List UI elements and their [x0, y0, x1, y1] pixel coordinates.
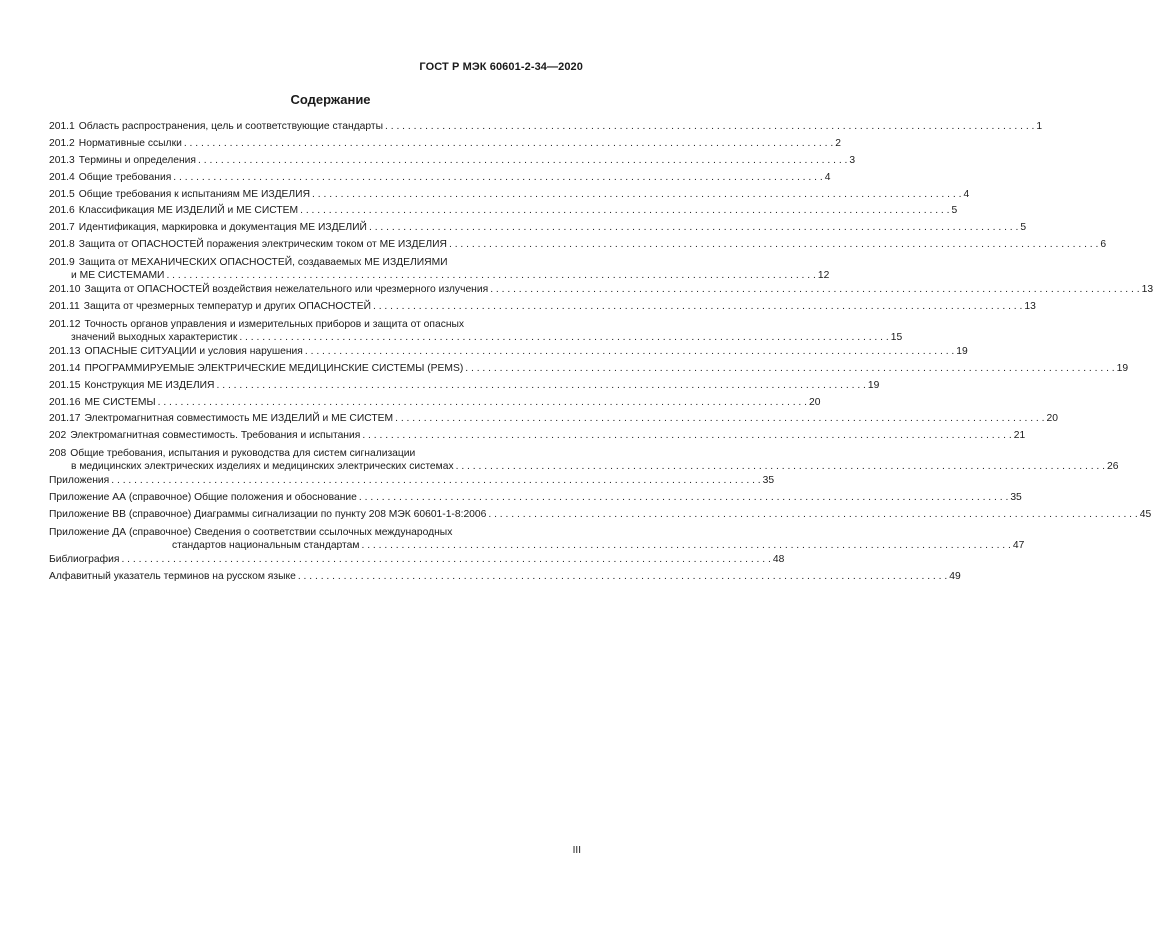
toc-entry-page: 19: [867, 379, 880, 391]
toc-leader-dots: [184, 136, 833, 153]
toc-entry[interactable]: [49, 411, 1058, 428]
toc-entry-number: 201.2: [49, 137, 75, 149]
toc-entry-page: 48: [772, 553, 785, 565]
toc-entry-title: Конструкция МЕ ИЗДЕЛИЯ: [84, 379, 215, 391]
toc-entry-title: Защита от ОПАСНОСТЕЙ поражения электрическим током от МЕ ИЗДЕЛИЯ: [78, 239, 447, 251]
toc-entry-number: 201.6: [49, 205, 75, 217]
toc-entry[interactable]: [49, 119, 1043, 136]
toc-leader-dots: [239, 331, 888, 344]
toc-leader-dots: [305, 344, 954, 361]
toc-leader-dots: [456, 460, 1105, 473]
toc-entry-title: Общие требования, испытания и руководства для систем сигнализации: [70, 448, 416, 460]
toc-entry-page: 35: [1010, 492, 1022, 504]
toc-entry-number: 201.17: [49, 413, 81, 425]
toc-entry-page: 45: [1139, 509, 1152, 521]
toc-entry-title: Точность органов управления и измерительных приборов и защита от опасных: [84, 318, 465, 330]
toc-entry-number: 201.4: [49, 171, 75, 183]
toc-entry-title: Термины и определения: [78, 154, 197, 166]
toc-entry[interactable]: [49, 361, 1129, 378]
toc-entry-page: 6: [1100, 239, 1107, 251]
page-title: Содержание: [290, 92, 371, 107]
toc-entry-title: Приложение ДА (справочное) Сведения о соответствии ссылочных международных: [49, 526, 453, 538]
toc-entry-title: Электромагнитная совместимость. Требования и испытания: [70, 430, 361, 442]
toc-leader-dots: [449, 237, 1098, 254]
toc-entry-title: Область распространения, цель и соответствующие стандарты: [78, 121, 384, 132]
toc-entry-title: ОПАСНЫЕ СИТУАЦИИ и условия нарушения: [84, 345, 303, 357]
toc-leader-dots: [198, 153, 847, 170]
toc-leader-dots: [359, 490, 1008, 507]
toc-leader-dots: [298, 569, 947, 586]
toc-leader-dots: [385, 119, 1034, 136]
toc-entry-title: Приложения: [49, 475, 110, 487]
toc-entry-title: Библиография: [49, 553, 120, 565]
toc-entry-number: 201.14: [49, 362, 81, 374]
document-code: ГОСТ Р МЭК 60601-2-34—2020: [419, 61, 583, 73]
toc-entry-number: 201.1: [49, 121, 75, 132]
toc-leader-dots: [166, 269, 815, 282]
toc-entry-page: 49: [949, 570, 961, 582]
toc-leader-dots: [217, 378, 866, 395]
toc-entry[interactable]: [49, 378, 880, 395]
toc-entry-number: 201.8: [49, 239, 75, 251]
toc-entry-page: 35: [762, 475, 775, 487]
toc-entry-page: 19: [1116, 362, 1129, 374]
toc-entry-page: 4: [963, 188, 970, 200]
toc-entry-page: 21: [1013, 430, 1026, 442]
toc-entry-title: МЕ СИСТЕМЫ: [84, 396, 156, 408]
toc-leader-dots: [490, 282, 1139, 299]
toc-entry-page: 19: [956, 345, 968, 357]
toc-entry-title: Приложение АА (справочное) Общие положения и обоснование: [49, 492, 357, 504]
toc-entry[interactable]: [49, 526, 1025, 552]
toc-entry[interactable]: [49, 256, 830, 282]
toc-leader-dots: [369, 220, 1018, 237]
toc-entry[interactable]: [49, 428, 1026, 445]
toc-entry-page: 20: [809, 396, 821, 408]
toc-entry-number: 201.3: [49, 154, 75, 166]
toc-leader-dots: [395, 411, 1044, 428]
toc-entry-number: 201.12: [49, 318, 81, 330]
toc-entry-title: Нормативные ссылки: [78, 137, 182, 149]
toc-entry-page: 4: [824, 171, 831, 183]
toc-leader-dots: [488, 507, 1137, 524]
toc-entry-title: Защита от ОПАСНОСТЕЙ воздействия нежелательного или чрезмерного излучения: [84, 284, 489, 296]
toc-entry[interactable]: [49, 318, 903, 344]
toc-entry-number: 201.7: [49, 222, 75, 234]
table-of-contents: [49, 119, 1153, 586]
toc-entry[interactable]: [49, 187, 970, 204]
toc-entry[interactable]: [49, 507, 1152, 524]
toc-entry-page: 12: [817, 270, 830, 282]
toc-entry-number: 202: [49, 430, 67, 442]
toc-entry[interactable]: [49, 153, 856, 170]
toc-entry-number: 201.13: [49, 345, 81, 357]
toc-entry-title: ПРОГРАММИРУЕМЫЕ ЭЛЕКТРИЧЕСКИЕ МЕДИЦИНСКИЕ СИСТЕМЫ (PEMS): [84, 362, 464, 374]
toc-entry-title: Классификация МЕ ИЗДЕЛИЙ и МЕ СИСТЕМ: [78, 205, 299, 217]
toc-entry[interactable]: [49, 170, 831, 187]
toc-entry-title: Общие требования к испытаниям МЕ ИЗДЕЛИЯ: [78, 188, 311, 200]
toc-entry-page: 2: [835, 137, 841, 149]
toc-entry-title: Защита от МЕХАНИЧЕСКИХ ОПАСНОСТЕЙ, создаваемых МЕ ИЗДЕЛИЯМИ: [78, 257, 448, 269]
toc-leader-dots: [362, 428, 1011, 445]
toc-entry-title-continued: в медицинских электрических изделиях и медицинских электрических системах: [71, 461, 454, 473]
toc-entry[interactable]: [49, 136, 841, 153]
toc-entry-title-continued: и МЕ СИСТЕМАМИ: [71, 270, 165, 282]
toc-entry-page: 13: [1141, 284, 1153, 296]
toc-entry-number: 201.10: [49, 284, 81, 296]
toc-entry[interactable]: [49, 282, 1153, 299]
toc-entry-title-continued: стандартов национальным стандартам: [172, 539, 360, 551]
toc-leader-dots: [121, 552, 770, 569]
toc-entry-title: Алфавитный указатель терминов на русском языке: [49, 570, 296, 582]
toc-entry-title-continued: значений выходных характеристик: [71, 331, 238, 343]
toc-entry-number: 208: [49, 448, 67, 460]
toc-entry[interactable]: [49, 237, 1107, 254]
toc-entry[interactable]: [49, 395, 821, 412]
toc-entry-title: Защита от чрезмерных температур и других ОПАСНОСТЕЙ: [83, 301, 371, 313]
toc-entry-page: 15: [890, 331, 903, 343]
toc-entry-page: 5: [951, 205, 958, 217]
toc-entry-number: 201.11: [49, 301, 80, 313]
toc-leader-dots: [373, 299, 1022, 316]
page-number: III: [572, 845, 581, 856]
toc-entry-page: 47: [1012, 539, 1025, 551]
toc-entry-number: 201.9: [49, 257, 75, 269]
toc-entry[interactable]: [49, 220, 1027, 237]
toc-entry-number: 201.16: [49, 396, 81, 408]
toc-entry[interactable]: [49, 203, 958, 220]
toc-leader-dots: [465, 361, 1114, 378]
toc-entry-page: 26: [1107, 461, 1119, 473]
toc-entry[interactable]: [49, 490, 1022, 507]
toc-leader-dots: [173, 170, 822, 187]
toc-entry-page: 20: [1046, 413, 1058, 425]
toc-entry[interactable]: [49, 447, 1119, 473]
toc-entry-title: Идентификация, маркировка и документация МЕ ИЗДЕЛИЙ: [78, 222, 367, 234]
toc-entry-page: 3: [849, 154, 856, 166]
toc-entry-number: 201.15: [49, 379, 81, 391]
toc-entry[interactable]: [49, 552, 785, 569]
toc-entry[interactable]: [49, 344, 968, 361]
toc-leader-dots: [158, 395, 807, 412]
toc-entry-title: Электромагнитная совместимость МЕ ИЗДЕЛИЙ и МЕ СИСТЕМ: [84, 413, 394, 425]
toc-entry[interactable]: [49, 569, 961, 586]
toc-entry-title: Приложение ВВ (справочное) Диаграммы сигнализации по пункту 208 МЭК 60601-1-8:2006: [49, 509, 487, 521]
toc-entry-number: 201.5: [49, 188, 75, 200]
toc-entry-page: 13: [1024, 301, 1036, 313]
toc-leader-dots: [312, 187, 961, 204]
toc-entry-page: 5: [1020, 222, 1027, 234]
toc-leader-dots: [361, 539, 1010, 552]
toc-entry[interactable]: [49, 473, 775, 490]
toc-leader-dots: [111, 473, 760, 490]
toc-entry-page: 1: [1036, 121, 1043, 132]
toc-entry[interactable]: [49, 299, 1036, 316]
toc-leader-dots: [300, 203, 949, 220]
toc-entry-title: Общие требования: [78, 171, 172, 183]
